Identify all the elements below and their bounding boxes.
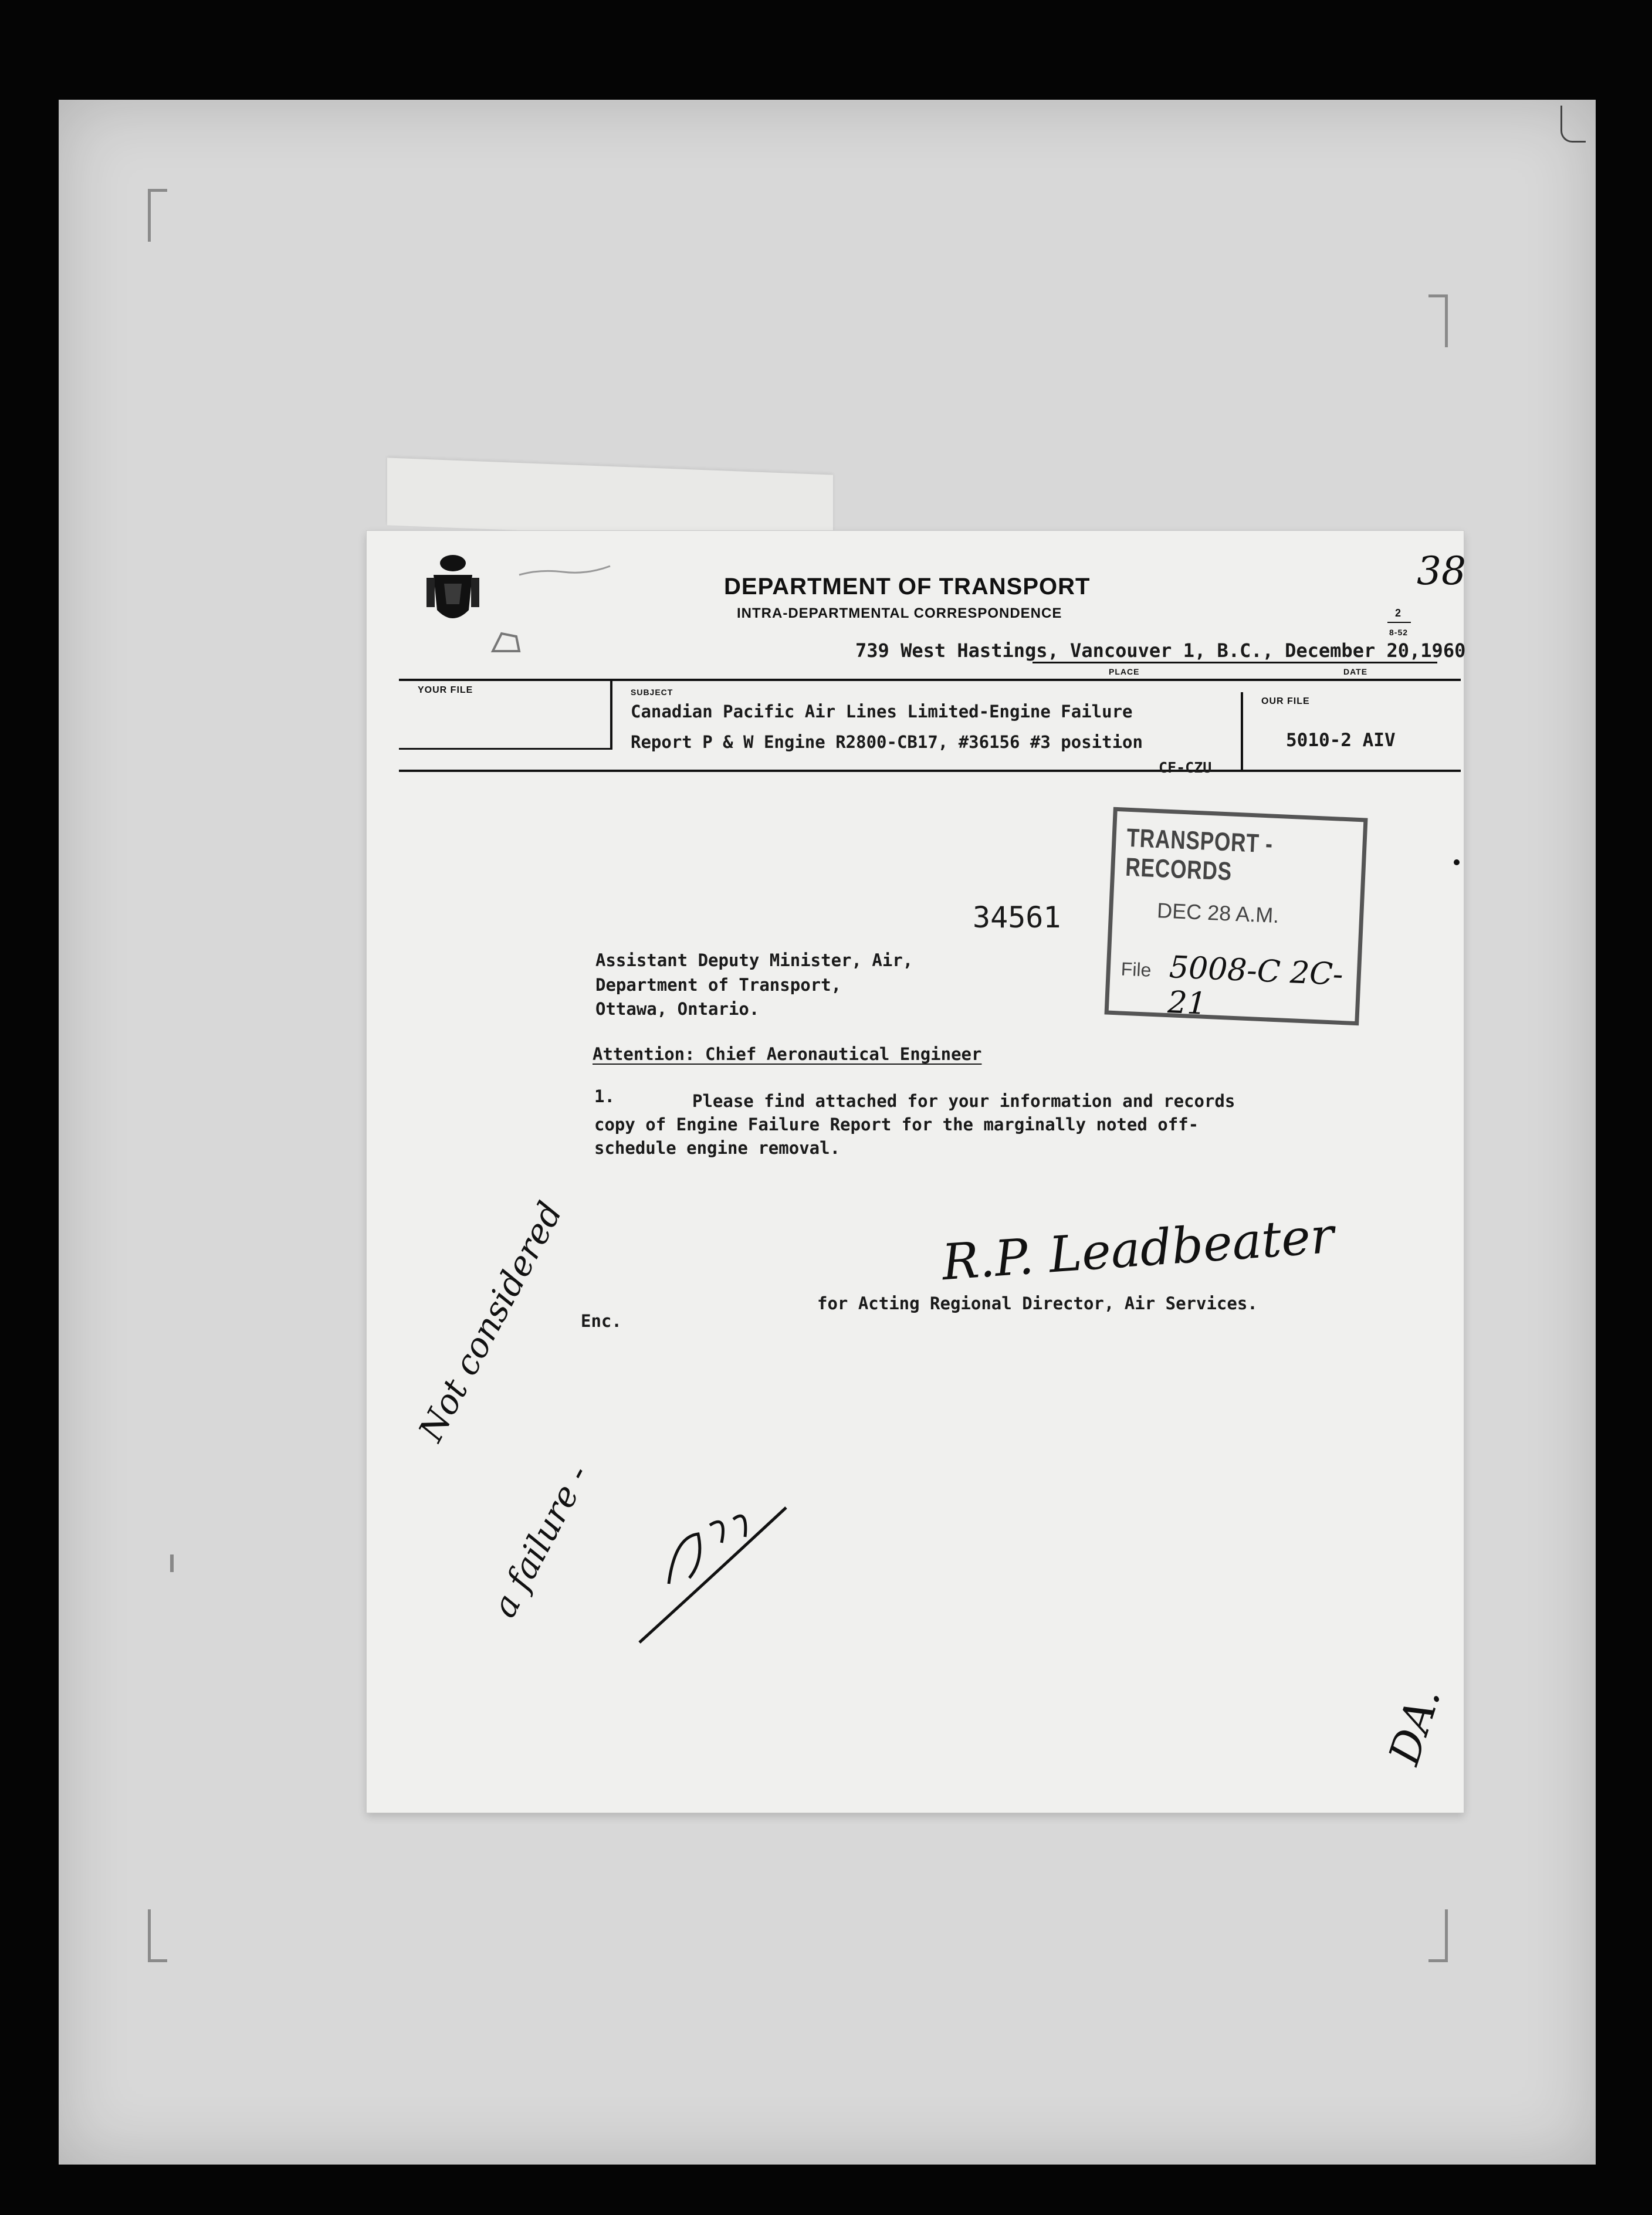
file-row-divider-left xyxy=(610,679,612,749)
body-line-1: Please find attached for your information and records xyxy=(692,1091,1235,1111)
subject-label: SUBJECT xyxy=(631,687,673,697)
signature-block: for Acting Regional Director, Air Services. xyxy=(817,1293,1258,1313)
handwritten-page-number: 38 xyxy=(1417,548,1466,594)
date-label: DATE xyxy=(1343,667,1368,676)
subject-line-1: Canadian Pacific Air Lines Limited-Engine Failure xyxy=(631,702,1133,722)
faded-pen-mark xyxy=(516,557,616,587)
subject-line-3: CF-CZU xyxy=(1159,759,1212,776)
crop-mark-top-left xyxy=(148,189,167,242)
margin-note-line-2: a failure - xyxy=(483,1458,598,1624)
stamp-title: TRANSPORT - RECORDS xyxy=(1125,823,1274,886)
stamp-file-label: File xyxy=(1120,958,1152,981)
recipient-line-2: Department of Transport, xyxy=(595,975,842,995)
body-line-2: copy of Engine Failure Report for the marginally noted off- xyxy=(594,1115,1199,1134)
mount-mark-corner xyxy=(1560,106,1586,143)
address-underline xyxy=(1032,662,1437,663)
form-number-bottom: 8-52 xyxy=(1389,628,1409,637)
enclosure-note: Enc. xyxy=(581,1311,622,1331)
crop-mark-top-right xyxy=(1428,294,1448,347)
department-subtitle: INTRA-DEPARTMENTAL CORRESPONDENCE xyxy=(737,605,1062,621)
transport-records-stamp xyxy=(1104,807,1367,1026)
subject-line-2: Report P & W Engine R2800-CB17, #36156 #3 position xyxy=(631,732,1143,752)
file-row-top-rule xyxy=(399,679,1461,681)
your-file-label: YOUR FILE xyxy=(418,685,473,695)
attention-line: Attention: Chief Aeronautical Engineer xyxy=(593,1044,982,1064)
paragraph-number: 1. xyxy=(594,1086,615,1106)
ink-dot xyxy=(1454,859,1460,865)
address-date-line: 739 West Hastings, Vancouver 1, B.C., December 20,1960 xyxy=(855,639,1466,662)
signature: R.P. Leadbeater xyxy=(940,1206,1336,1292)
stamp-file-value: 5008-C 2C-21 xyxy=(1167,950,1344,1022)
file-row-bottom-rule xyxy=(399,770,1461,772)
form-number-top: 2 xyxy=(1395,607,1402,619)
place-label: PLACE xyxy=(1109,667,1140,676)
recipient-line-3: Ottawa, Ontario. xyxy=(595,999,760,1019)
stamp-date: DEC 28 A.M. xyxy=(1156,898,1280,928)
reference-number: 34561 xyxy=(973,900,1061,934)
mount-speck xyxy=(170,1554,174,1572)
margin-note-line-1: Not considered xyxy=(410,1195,570,1448)
your-file-rule xyxy=(399,748,612,750)
faded-ink-blot xyxy=(490,628,525,657)
our-file-value: 5010-2 AIV xyxy=(1286,730,1396,751)
body-line-3: schedule engine removal. xyxy=(594,1138,841,1158)
file-row-divider-right xyxy=(1241,692,1243,771)
crop-mark-bottom-right xyxy=(1428,1909,1448,1962)
form-number-rule xyxy=(1387,622,1411,623)
department-title: DEPARTMENT OF TRANSPORT xyxy=(724,574,1091,600)
margin-note-initials-stroke xyxy=(634,1502,798,1648)
coat-of-arms-icon xyxy=(426,551,479,628)
our-file-label: OUR FILE xyxy=(1261,696,1310,706)
recipient-line-1: Assistant Deputy Minister, Air, xyxy=(595,950,913,970)
crop-mark-bottom-left xyxy=(148,1909,167,1962)
memo-sheet xyxy=(367,531,1464,1813)
margin-initials: DA. xyxy=(1379,1681,1450,1771)
